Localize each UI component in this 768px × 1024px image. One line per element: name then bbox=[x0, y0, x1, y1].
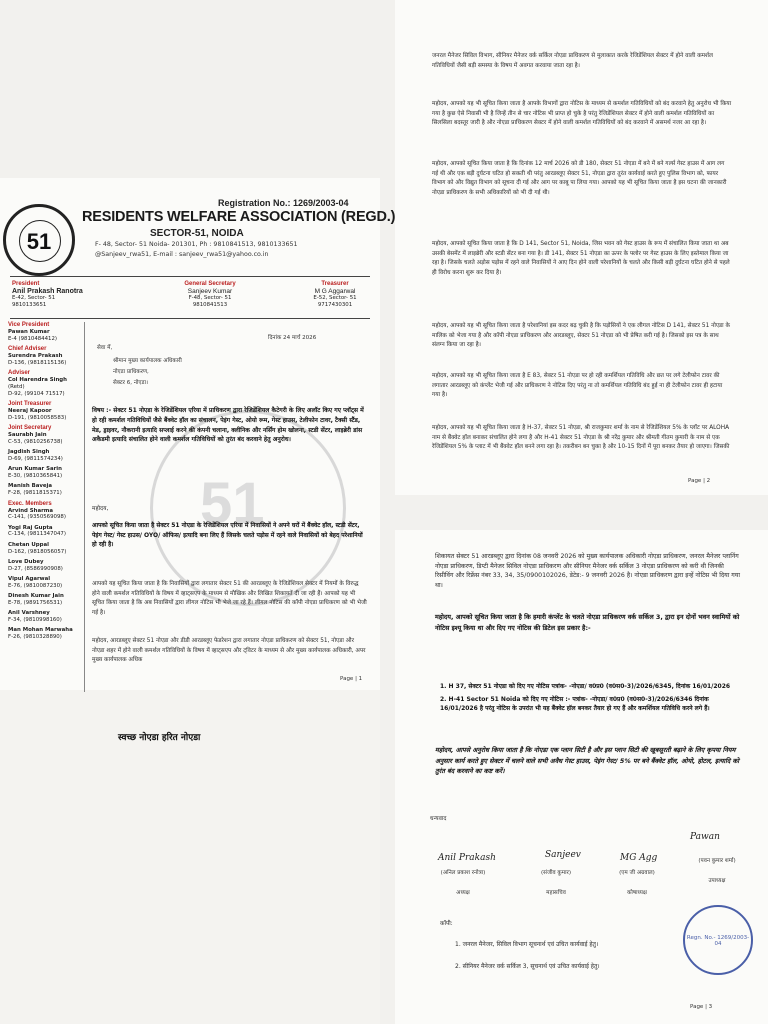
member-detail: F-26, (9810328890) bbox=[8, 634, 62, 640]
org-sector: SECTOR-51, NOIDA bbox=[150, 228, 244, 239]
member-detail: D-136, (9818115136) bbox=[8, 359, 67, 366]
sidebar-member bbox=[8, 483, 82, 497]
member-detail: Pawan Kumar bbox=[8, 329, 50, 335]
member-detail: Manish Baveja bbox=[8, 483, 53, 490]
org-social: @Sanjeev_rwa51, E-mail : sanjeev_rwa51@yahoo.co.in bbox=[95, 251, 269, 258]
footer-slogan: स्वच्छ नोएडा हरित नोएडा bbox=[118, 733, 201, 743]
notice-list bbox=[440, 682, 740, 714]
registration-number: Registration No.: 1269/2003-04 bbox=[218, 198, 349, 208]
member-detail: F-34, (9810998160) bbox=[8, 616, 62, 623]
rwa-stamp: Regn. No.- 1269/2003-04 bbox=[683, 905, 753, 975]
sidebar-member bbox=[8, 401, 82, 422]
member-role: Joint Treasurer bbox=[8, 401, 52, 408]
rwa-logo bbox=[3, 204, 75, 276]
page2-top-para: जनरल मैनेजर सिविल विभाग, सीनियर मैनेजर वर्क सर्किल नोएडा प्राधिकरण से मुलाकात करके रेजिडेंशियल सेक्टर में होने वाली कमर्शल गतिविधियों जैसी बड़ी समस्या के विषय में अवगत करवाया जाता रहा है। bbox=[432, 53, 713, 69]
sidebar-member bbox=[8, 501, 82, 522]
member-detail: Col Harendra Singh bbox=[8, 377, 67, 384]
member-detail: C-141, (9350569098) bbox=[8, 514, 66, 521]
member-role: Exec. Members bbox=[8, 500, 52, 507]
secretary-block: General Secretary Sanjeev Kumar F-48, Sector- 51 9810841513 bbox=[184, 281, 236, 308]
member-detail: Arun Kumar Sarin bbox=[8, 466, 62, 473]
page2-para-e: महोदय, आपको यह भी सूचित किया जाता है E 83, सेक्टर 51 नोएडा पर हो रही कमर्शियल गतिविधि और छत पर लगे टेलीफोन टावर की लगातार आरडब्लूए को कंप्लेंट भेजी गई और प्राधिकरण ने नोटिस दिए परंतु ना तो कमर्शियल गतिविधि बंद हुई ना ही टेलीफोन टावर ही हटाया गया है। bbox=[432, 373, 723, 398]
member-detail: C-134, (9811347047) bbox=[8, 531, 66, 538]
signature-president: Anil Prakash bbox=[438, 853, 496, 863]
page3-para-a: शिकायत सेक्टर 51 आरडब्लूए द्वारा दिनांक 08 जनवरी 2026 को मुख्य कार्यपालक अधिकारी नोएडा प्राधिकरण, जनरल मैनेजर प्लानिंग नोएडा प्राधिकरण, डिप्टी मैनेजर सिविल नोएडा प्राधिकरण और सीनियर मैनेजर वर्क सर्किल 3 नोएडा प्राधिकरण को करी थी जिनकी रिसीविंग और रिफ्रेंस नंबर 33, 34, 35/0900102026, डेटेड:- 9 जनवरी 2026 है। नोएडा प्राधिकरण द्वारा इन्हें नोटिस भी दिया गया था। bbox=[435, 553, 740, 589]
page2-para-b: महोदय, आपको सूचित किया जाता है कि दिनांक 12 मार्च 2026 को डी 180, सेक्टर 51 नोएडा में बने में बने गर्ल्स गेस्ट हाउस में आग लग गई थी और एक बड़ी दुर्घटना घटित हो सकती थी परंतु आरडब्लूए सेक्टर 51, नोएडा द्वारा तुरंत कार्यवाई करते हुए पुलिस विभाग को, फायर विभाग को और विद्युत विभाग को सूचना दी गई और आग पर काबू पा लिया गया। आपको यह भी सूचित किया जाता है इस घटना की जानकारी नोएडा प्राधिकरण के सभी अधिकारियों को भी दी गई थी। bbox=[432, 161, 727, 196]
signature-secretary: Sanjeev bbox=[545, 850, 581, 860]
page1-para3: महोदय, आरडब्लूए सेक्टर 51 नोएडा और डीडी आरडब्लूए फेडरेशन द्वारा लगातार नोएडा प्राधिकरण को सेक्टर 51, नोएडा और नोएडा शहर में होने वाली कमर्शल गतिविधियों के विषय में व्हाट्सएप और ट्विटर के माध्यम से और मुख्य कार्यपालक अधिकारी, अपर मुख्य कार्यपालक अधिक bbox=[92, 638, 366, 663]
member-detail: D-69, (9811574234) bbox=[8, 456, 63, 463]
member-role: Joint Secretary bbox=[8, 425, 52, 432]
member-role: Chief Adviser bbox=[8, 346, 47, 353]
member-detail: F-28, (9811815371) bbox=[8, 490, 62, 497]
copy-item: 1. जनरल मैनेजर, सिविल विभाग सूचनार्थ एवं उचित कार्यवाई हेतु। bbox=[455, 941, 599, 948]
copy-label: कॉपी: bbox=[440, 921, 453, 927]
page1-number: Page | 1 bbox=[340, 676, 363, 682]
member-detail: (Retd) bbox=[8, 383, 25, 390]
sidebar-member bbox=[8, 576, 82, 590]
sidebar-member bbox=[8, 559, 82, 573]
sidebar-member bbox=[8, 627, 82, 641]
sidebar-member bbox=[8, 466, 82, 480]
notice-item: 2. H-41 Sector 51 Noida को दिए गए नोटिस :- पत्रांक- -नोएडा/ व0प्र0 (व0स0-3)/2026/6346 दिनांक 16/01/2026 है परंतु नोटिस के उपरांत भी यह बैंक्वेट हॉल बनकर तैयार हो गए हैं और कमर्शियल गतिविधि करने लगे हैं। bbox=[440, 695, 710, 712]
page2-para-c: महोदय, आपको सूचित किया जाता है कि D 141, Sector 51, Noida, जिस भवन को गेस्ट हाउस के रूप में संचालित किया जाता था अब उसकी बेसमेंट में लाइब्रेरी और स्टडी सेंटर बना गया है। डी 141, सेक्टर 51 नोएडा का ऊपर के फ्लोर पर गेस्ट हाउस के लिए इस्तेमाल किया जा रहा है। जिसके चलते अड़ोस पड़ोस में रहने वाले निवासियों ने आए दिन होने वाली परेशानियों के चलते और किसी बड़ी दुर्घटना घटित होने से पहले ही विरोध करना शुरू कर दिया है। bbox=[432, 241, 730, 276]
treasurer-block: Treasurer M G Aggarwal E-52, Sector- 51 9717430301 bbox=[313, 281, 357, 308]
signatory-president: (अनिल प्रकाश रनोत्रा) अध्यक्ष bbox=[440, 870, 486, 896]
sidebar-member bbox=[8, 449, 82, 463]
sidebar-member bbox=[8, 425, 82, 446]
salutation-to: सेवा में, bbox=[97, 345, 113, 351]
member-detail: Jagdish Singh bbox=[8, 449, 50, 456]
page2-para-a: महोदय, आपको यह भी सूचित किया जाता है आपके विभागों द्वारा नोटिस के माध्यम से कमर्शल गतिविधियों को बंद करवाने हेतु अनुरोध भी किया गया है कुछ ऐसे निवासी भी है जिन्हें तीन से चार नोटिस भी प्राप्त हो चुके है परंतु रेजिडेंशियल सेक्टर में होने वाली कमर्शल गतिविधियों का सिलसिला बदस्तूर जारी है और नोएडा प्राधिकरण सेक्टर में होने वाली कमर्शल गतिविधियों को बंद करवाने में असमर्थ नजर आ रहा है। bbox=[432, 101, 732, 126]
page3-number: Page | 3 bbox=[690, 1004, 713, 1010]
page2-para-f: महोदय, आपको यह भी सूचित किया जाता है H-37, सेक्टर 51 नोएडा, श्री राजकुमार शर्मा के नाम से रेजिडेंशियल 5% के प्लॉट पर ALOHA नाम से बैंक्वेट हॉल बनाकर संचालित होने लगा है और H-41 सेक्टर 51 नोएडा के श्री नरेंद्र कुमार और श्रीमती गीतम कुमारी के नाम से एक रेजिडेंशियल 5% के प्लाट में भी बैंक्वेट हॉल बनने लगा रहा है। तकरीबन बन चुका है और 10-15 दिनों में पूरा बनकर तैयार हो जाएगा। जिसकी bbox=[432, 425, 730, 450]
page1-para2: आपको यह सूचित किया जाता है कि निवासियों द्वारा लगातार सेक्टर 51 की आरडब्लूए के रेजिडेंशियल सेक्टर में नियमों के विरुद्ध होने वाली कमर्शल गतिविधियों के विषय में व्हाट्सएप के माध्यम से मौखिक और लिखित शिकायतें दी जा रही हैं। आपको यह भी सूचित किया जाता है कि अब निवासियों द्वारा लीगल नोटिस भी भेजे जा रहे हैं। लीगल नोटिस की कॉपी नोएडा प्राधिकरण को भी भेजी गई है। bbox=[92, 581, 367, 616]
sidebar-member bbox=[8, 322, 82, 343]
member-detail: Arvind Sharma bbox=[8, 507, 54, 514]
member-role: Adviser bbox=[8, 370, 31, 377]
member-detail: C-53, (9810256738) bbox=[8, 438, 63, 445]
member-role: Vice President bbox=[8, 322, 50, 328]
sidebar-member bbox=[8, 610, 82, 624]
sidebar-member bbox=[8, 542, 82, 556]
sidebar-member bbox=[8, 346, 82, 367]
member-detail: D-191, (9810058583) bbox=[8, 414, 67, 421]
president-block: President Anil Prakash Ranotra E-42, Sector- 51 9810133651 bbox=[12, 281, 83, 308]
member-detail: E-78, (9891756531) bbox=[8, 599, 63, 606]
signatory-vice-president: (पवन कुमार शर्मा) उपाध्यक्ष bbox=[698, 858, 736, 884]
greeting: महोदय, bbox=[92, 506, 109, 512]
member-detail: E-76, (9810087230) bbox=[8, 582, 63, 589]
sidebar-members bbox=[8, 322, 82, 644]
signature-treasurer: MG Agg bbox=[620, 853, 658, 863]
signatory-secretary: (संजीव कुमार) महासचिव bbox=[540, 870, 571, 896]
org-address: F- 48, Sector- 51 Noida- 201301, Ph : 9810841513, 9810133651 bbox=[95, 241, 298, 248]
member-detail: Vipul Agarwal bbox=[8, 575, 51, 582]
member-detail: D-92, (99104 71517) bbox=[8, 390, 65, 397]
page3-para-b: महोदय, आपको सूचित किया जाता है कि हमारी कंप्लेंट के चलते नोएडा प्राधिकरण वर्क सर्किल 3, द्वारा इन दोनों भवन स्वामियों को नोटिस इश्यू किया था और दिए गए नोटिस की डिटेल इस प्रकार है:- bbox=[435, 613, 740, 632]
member-detail: Yogi Raj Gupta bbox=[8, 524, 53, 531]
member-detail: E-4 (9810484412) bbox=[8, 335, 57, 342]
member-detail: D-27, (8586990908) bbox=[8, 565, 63, 572]
page2-number: Page | 2 bbox=[688, 478, 711, 484]
member-detail: Saurabh Jain bbox=[8, 432, 47, 439]
letter-subject: विषय :- सेक्टर 51 नोएडा के रेजिडेंशियल एरिया में प्राधिकरण द्वारा रेजिडेंशियल कैटेगरी के लिए अलॉट किए गए प्लॉट्स में हो रही कमर्शल गतिविधियों जैसे बैंक्वेट हॉल का संचालन, पेइंग गेस्ट, ओयो रूम, गेस्ट हाउस, टेलीफोन टावर, टैक्सी स्टैंड, मेड, ड्राइवर, नौकरानी इत्यादि सप्लाई करने की कंपनी चलाना, क्लीनिक और नर्सिंग होम खोलना, स्टडी सेंटर, लाइब्रेरी डांस अकैडमी इत्यादि संचालित होने वाली कमर्शल गतिविधियों को तुरंत बंद करवाने हेतु अनुरोध। bbox=[92, 407, 364, 444]
recipient: श्रीमान मुख्य कार्यपालक अधिकारी नोएडा प्राधिकरण, सेक्टर 6, नोएडा। bbox=[113, 358, 182, 386]
member-detail: Chetan Uppal bbox=[8, 541, 49, 548]
notice-item: 1. H 37, सेक्टर 51 नोएडा को दिए गए नोटिस पत्रांक- -नोएडा/ व0प्र0 (व0स0-3)/2026/6345, दिनांक 16/01/2026 bbox=[440, 683, 731, 690]
member-detail: Anil Varshney bbox=[8, 610, 50, 617]
page1-para1: आपको सूचित किया जाता है सेक्टर 51 नोएडा के रेजिडेंशियल एरिया में निवासियों ने अपने घरों में बैंक्वेट हॉल, स्टडी सेंटर, पेइंग गेस्ट/ गेस्ट हाउस/ OYO/ ऑफिस/ इत्यादि बना लिए हैं जिसके चलते पड़ोस में रहने वाले निवासियों को बेहद परेशानियों हो रही है। bbox=[92, 522, 363, 548]
sidebar-member bbox=[8, 525, 82, 539]
page3-para-c: महोदय, आपसे अनुरोध किया जाता है कि नोएडा एक प्लान सिटी है और इस प्लान सिटी की खूबसूरती बढ़ाने के लिए कृपया नियम अनुसार कार्य करते हुए सेक्टर में चलने वाले सभी अवैध गेस्ट हाउस, पेइंग गेस्ट/ 5% पर बने बैंक्वेट हॉल, ओयो, होटल, इत्यादि को तुरंत बंद करवाने का कष्ट करें। bbox=[435, 746, 740, 775]
signatory-treasurer: (एम जी अग्रवाल) कोषाध्यक्ष bbox=[619, 870, 655, 896]
thanks: धन्यवाद bbox=[430, 816, 447, 822]
sidebar-member bbox=[8, 593, 82, 607]
signature-vice-president: Pawan bbox=[690, 832, 720, 842]
member-detail: Surendra Prakash bbox=[8, 353, 63, 360]
member-detail: Neeraj Kapoor bbox=[8, 408, 52, 415]
member-detail: Love Dubey bbox=[8, 558, 44, 565]
member-detail: Dinesh Kumar Jain bbox=[8, 593, 64, 600]
member-detail: E-30, (9810365841) bbox=[8, 473, 63, 480]
page2-para-d: महोदय, आपको यह भी सूचित किया जाता है परेशानियां इस कदर बढ़ चुकी है कि पड़ोसियों ने एक लीगल नोटिस D 141, सेक्टर 51 नोएडा के मालिक को भेजा गया है और कॉपी नोएडा प्राधिकरण और आरडब्लूए, सेक्टर 51 नोएडा को भी प्रेषित करी गई है। जिसको इस पत्र के साथ संलग्न किया जा रहा है। bbox=[432, 323, 730, 348]
letter-date: दिनांक 24 मार्च 2026 bbox=[268, 335, 317, 341]
member-detail: Man Mohan Marwaha bbox=[8, 627, 73, 634]
member-detail: D-162, (9818056057) bbox=[8, 548, 67, 555]
logo-number: 51 bbox=[26, 229, 52, 254]
org-name: RESIDENTS WELFARE ASSOCIATION (REGD.) bbox=[82, 209, 396, 225]
sidebar-member bbox=[8, 370, 82, 397]
copy-item: 2. सीनियर मैनेजर वर्क सर्किल 3, सूचनार्थ एवं उचित कार्यवाई हेतु। bbox=[455, 963, 600, 970]
